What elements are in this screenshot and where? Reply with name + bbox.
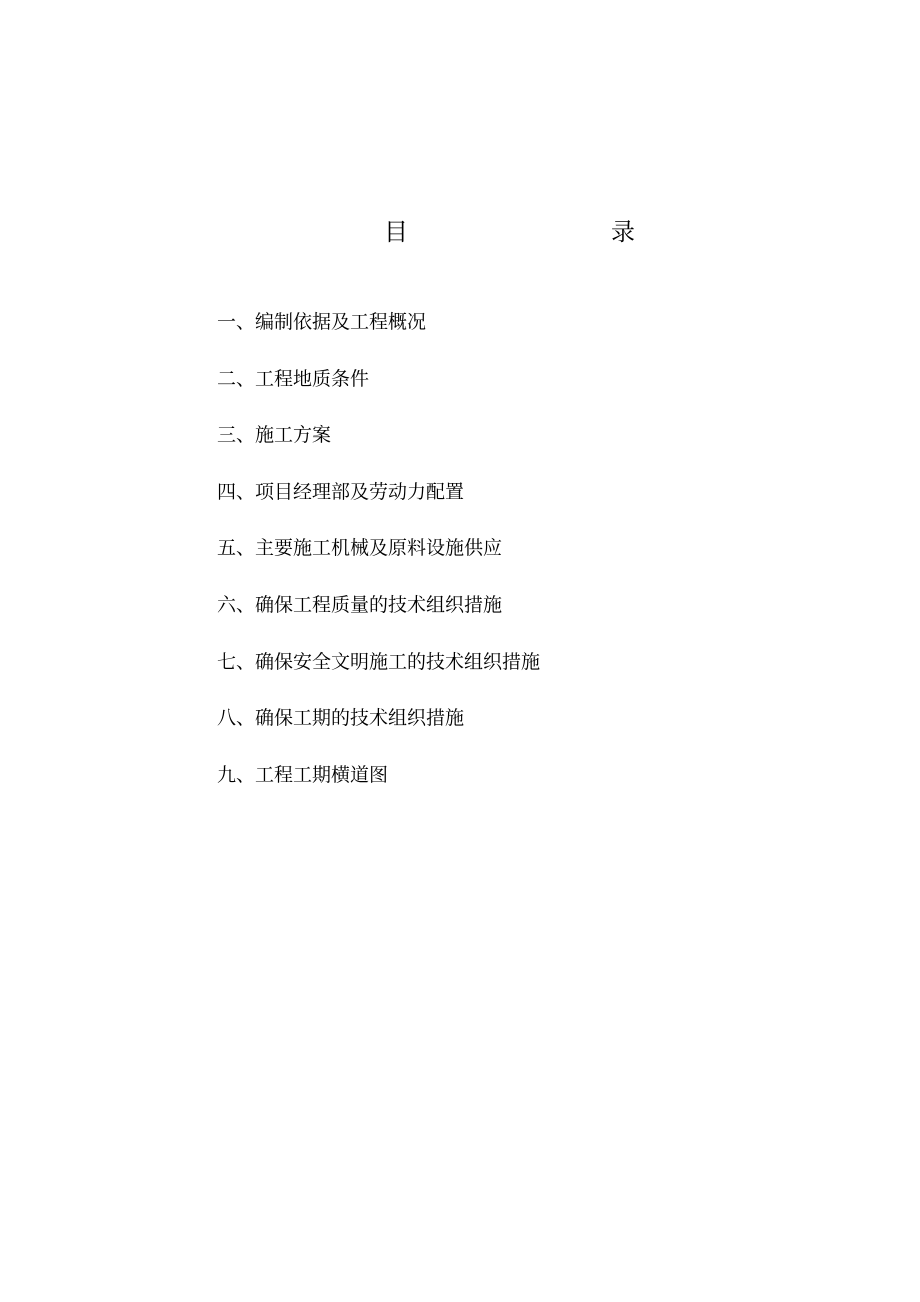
toc-item-5: 五、主要施工机械及原料设施供应 xyxy=(217,537,503,560)
toc-item-2: 二、工程地质条件 xyxy=(217,367,370,390)
toc-item-3: 三、施工方案 xyxy=(217,424,332,447)
toc-list xyxy=(217,305,540,814)
toc-title xyxy=(0,214,920,250)
toc-item-4: 四、项目经理部及劳动力配置 xyxy=(217,480,465,503)
toc-item-6: 六、确保工程质量的技术组织措施 xyxy=(217,593,503,616)
toc-item-8: 八、确保工期的技术组织措施 xyxy=(217,707,465,730)
toc-item-1: 一、编制依据及工程概况 xyxy=(217,311,427,333)
toc-title-char-1: 目 xyxy=(384,218,408,246)
toc-item-9: 九、工程工期横道图 xyxy=(217,763,389,786)
toc-title-char-2: 录 xyxy=(611,218,635,246)
toc-item-7: 七、确保安全文明施工的技术组织措施 xyxy=(217,650,541,673)
